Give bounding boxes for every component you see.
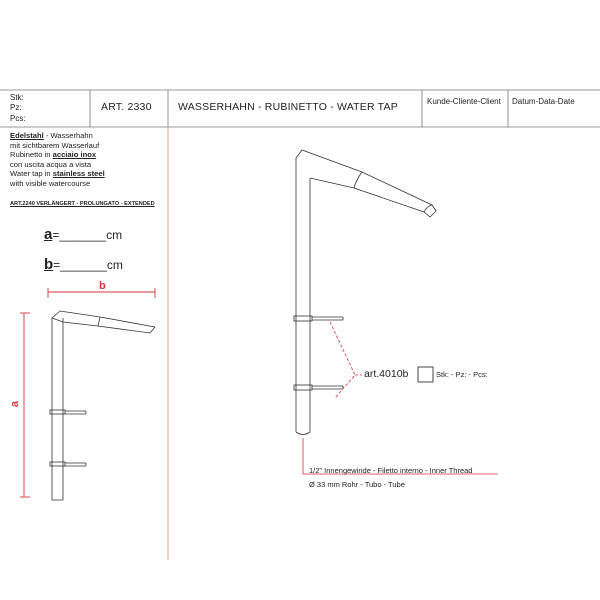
desc-material-en: stainless steel [52,169,105,179]
desc-line1-rest: - Wasserhahn [43,131,93,140]
large-tap-drawing [294,150,436,435]
dimension-b-letter: b [44,256,54,273]
dimension-a-label: a [9,400,22,408]
small-tap-drawing [50,311,155,500]
page-title: WASSERHAHN - RUBINETTO - WATER TAP [178,101,398,113]
dimension-b-label: b [99,280,106,292]
desc-material-it: acciaio inox [52,150,97,160]
desc-material-de: Edelstahl [10,131,44,140]
dimension-a-blank: =_______cm [52,228,123,242]
article-number: ART. 2330 [101,101,152,113]
dimension-b-field[interactable] [44,256,123,274]
dimension-a-field[interactable] [44,226,122,244]
tube-note: Ø 33 mm Rohr - Tubo - Tube [309,480,405,489]
callout-lines [303,322,498,474]
dimension-b-blank: =_______cm [53,258,123,272]
desc-line3-pre: Rubinetto in [10,150,53,160]
desc-line5-pre: Water tap in [10,169,53,179]
pcs-label: Pcs: [10,114,26,123]
pz-label: Pz: [10,103,22,112]
date-label: Datum-Data-Date [512,97,575,106]
stk-label: Stk: [10,93,24,102]
extended-variant-note: ART.2240 VERLÄNGERT - PROLUNGATO - EXTENDED [10,201,155,207]
dimension-lines [20,288,155,497]
accessory-article: art.4010b [364,368,409,380]
thread-note: 1/2" Innengewinde - Filetto interno - Inner Thread [309,466,473,475]
accessory-pcs: Stk: - Pz: - Pcs: [436,370,488,379]
dimension-a-letter: a [44,226,53,243]
desc-line2: mit sichtbarem Wasserlauf [10,140,100,150]
accessory-checkbox[interactable] [418,367,433,382]
desc-line6: with visible watercourse [10,178,91,188]
description-text [10,131,105,189]
desc-line4: con uscita acqua a vista [10,159,92,169]
client-label: Kunde-Cliente-Client [427,97,501,106]
